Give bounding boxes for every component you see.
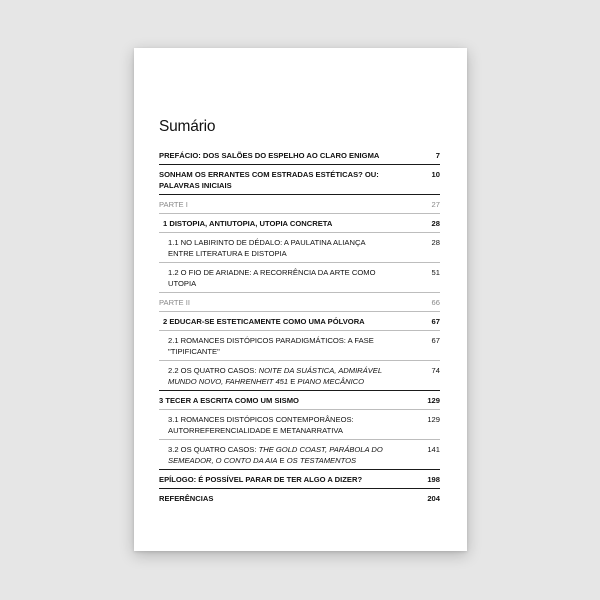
divider [159, 439, 440, 440]
toc-entry-section-1-1 [159, 237, 440, 259]
toc-entry-chapter-2 [159, 316, 440, 327]
toc-entry-page: 10 [431, 170, 440, 179]
toc-entry-label: SONHAM OS ERRANTES COM ESTRADAS ESTÉTICAS? OU: PALAVRAS INICIAIS [159, 170, 379, 190]
toc-entry-page: 28 [431, 219, 440, 228]
label-italic-text: PIANO MECÂNICO [297, 377, 365, 386]
toc-entry-label: PREFÁCIO: DOS SALÕES DO ESPELHO AO CLARO ENIGMA [159, 151, 380, 160]
divider [159, 213, 440, 214]
toc-entry-label: 3 TECER A ESCRITA COMO UM SISMO [159, 396, 299, 405]
divider [159, 164, 440, 165]
label-text: E [288, 377, 298, 386]
toc-entry-prefacio [159, 150, 440, 161]
label-text: 3.2 OS QUATRO CASOS: [168, 445, 259, 454]
toc-entry-page: 7 [435, 151, 440, 160]
toc-entry-section-1-2 [159, 267, 440, 289]
table-of-contents [159, 150, 440, 504]
toc-entry-label: PARTE II [159, 298, 190, 307]
toc-entry-page: 198 [427, 475, 440, 484]
toc-entry-label: 2.1 ROMANCES DISTÓPICOS PARADIGMÁTICOS: A FASE "TIPIFICANTE" [168, 336, 374, 356]
toc-entry-page: 204 [427, 494, 440, 503]
page-title: Sumário [159, 118, 216, 135]
toc-entry-page: 129 [427, 415, 440, 424]
divider [159, 232, 440, 233]
divider [159, 469, 440, 470]
toc-entry-parte-1 [159, 199, 440, 210]
toc-entry-page: 67 [431, 336, 440, 345]
toc-entry-label: 1.1 NO LABIRINTO DE DÉDALO: A PAULATINA ALIANÇA ENTRE LITERATURA E DISTOPIA [168, 238, 366, 258]
toc-entry-page: 141 [427, 445, 440, 454]
toc-entry-page: 28 [431, 238, 440, 247]
toc-entry-label: 2 EDUCAR-SE ESTETICAMENTE COMO UMA PÓLVORA [163, 317, 365, 326]
divider [159, 292, 440, 293]
toc-entry-label: 1.2 O FIO DE ARIADNE: A RECORRÊNCIA DA ARTE COMO UTOPIA [168, 268, 376, 288]
toc-entry-label: REFERÊNCIAS [159, 494, 214, 503]
label-italic-text: THE GOLD COAST, PARÁBOLA DO SEMEADOR, O CONTO DA AIA [168, 445, 383, 465]
divider [159, 311, 440, 312]
toc-entry-section-3-1 [159, 414, 440, 436]
toc-entry-palavras-iniciais [159, 169, 440, 191]
book-page [134, 48, 467, 551]
divider [159, 390, 440, 391]
toc-entry-chapter-3 [159, 395, 440, 406]
toc-entry-referencias [159, 493, 440, 504]
toc-entry-page: 74 [431, 366, 440, 375]
toc-entry-label [159, 365, 386, 387]
toc-entry-page: 51 [431, 268, 440, 277]
label-italic-text: OS TESTAMENTOS [286, 456, 357, 465]
label-text: E [277, 456, 287, 465]
divider [159, 360, 440, 361]
toc-entry-page: 129 [427, 396, 440, 405]
label-italic-text: NOITE DA SUÁSTICA, ADMIRÁVEL MUNDO NOVO, FAHRENHEIT 451 [168, 366, 382, 386]
label-text: 2.2 OS QUATRO CASOS: [168, 366, 259, 375]
toc-entry-chapter-1 [159, 218, 440, 229]
toc-entry-epilogo [159, 474, 440, 485]
toc-entry-section-2-1 [159, 335, 440, 357]
toc-entry-label: PARTE I [159, 200, 188, 209]
toc-entry-page: 27 [431, 200, 440, 209]
divider [159, 488, 440, 489]
toc-entry-page: 67 [431, 317, 440, 326]
toc-entry-label: EPÍLOGO: É POSSÍVEL PARAR DE TER ALGO A DIZER? [159, 475, 363, 484]
toc-entry-label [159, 444, 386, 466]
toc-entry-page: 66 [431, 298, 440, 307]
divider [159, 262, 440, 263]
divider [159, 330, 440, 331]
divider [159, 194, 440, 195]
toc-entry-section-3-2 [159, 444, 440, 466]
toc-entry-label: 1 DISTOPIA, ANTIUTOPIA, UTOPIA CONCRETA [163, 219, 333, 228]
toc-entry-label: 3.1 ROMANCES DISTÓPICOS CONTEMPORÂNEOS: AUTORREFERENCIALIDADE E METANARRATIVA [168, 415, 354, 435]
divider [159, 409, 440, 410]
toc-entry-section-2-2 [159, 365, 440, 387]
toc-entry-parte-2 [159, 297, 440, 308]
